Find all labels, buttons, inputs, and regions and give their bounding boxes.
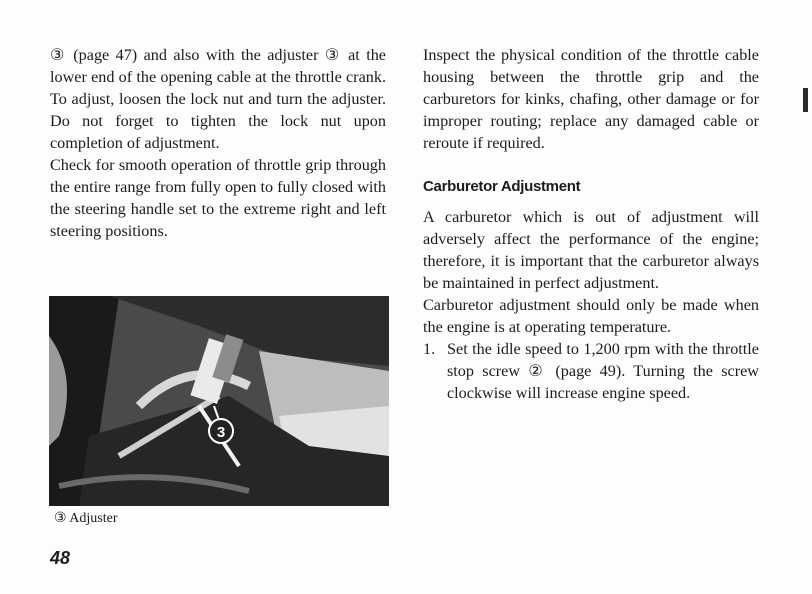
adjuster-photo — [49, 296, 389, 506]
step-text: Set the idle speed to 1,200 rpm with the throttle stop screw ② (page 49). Turning the screw clockwise will increase engine speed. — [447, 340, 759, 402]
steps-list — [423, 338, 759, 404]
callout-number: 3 — [216, 424, 226, 441]
left-paragraph-2: Check for smooth operation of throttle grip through the entire range from fully open to fully closed with the steering handle set to the extreme right and left steering positions. — [50, 156, 386, 240]
step-number: 1. — [423, 340, 436, 358]
right-paragraph-1: Inspect the physical condition of the throttle cable housing between the throttle grip and the carburetors for kinks, chafing, other damage or for improper routing; replace any damaged cable or reroute if required. — [423, 46, 759, 152]
right-column — [423, 44, 759, 404]
page-number: 48 — [50, 548, 71, 568]
left-column — [50, 44, 386, 242]
list-item — [423, 338, 759, 404]
edge-mark — [803, 88, 808, 112]
left-paragraph-1: ③ (page 47) and also with the adjuster ③ at the lower end of the opening cable at the throttle crank. To adjust, loosen the lock nut and turn the adjuster. Do not forget to tighten the lock nut upon completion of adjustment. — [50, 46, 386, 152]
right-paragraph-3: Carburetor adjustment should only be made when the engine is at operating temperature. — [423, 296, 759, 336]
adjuster-photo-drawing — [49, 296, 389, 506]
photo-caption: ③ Adjuster — [54, 511, 118, 526]
section-heading: Carburetor Adjustment — [423, 178, 581, 195]
right-paragraph-2: A carburetor which is out of adjustment will adversely affect the performance of the engine; therefore, it is important that the carburetor always be maintained in perfect adjustment. — [423, 208, 759, 292]
